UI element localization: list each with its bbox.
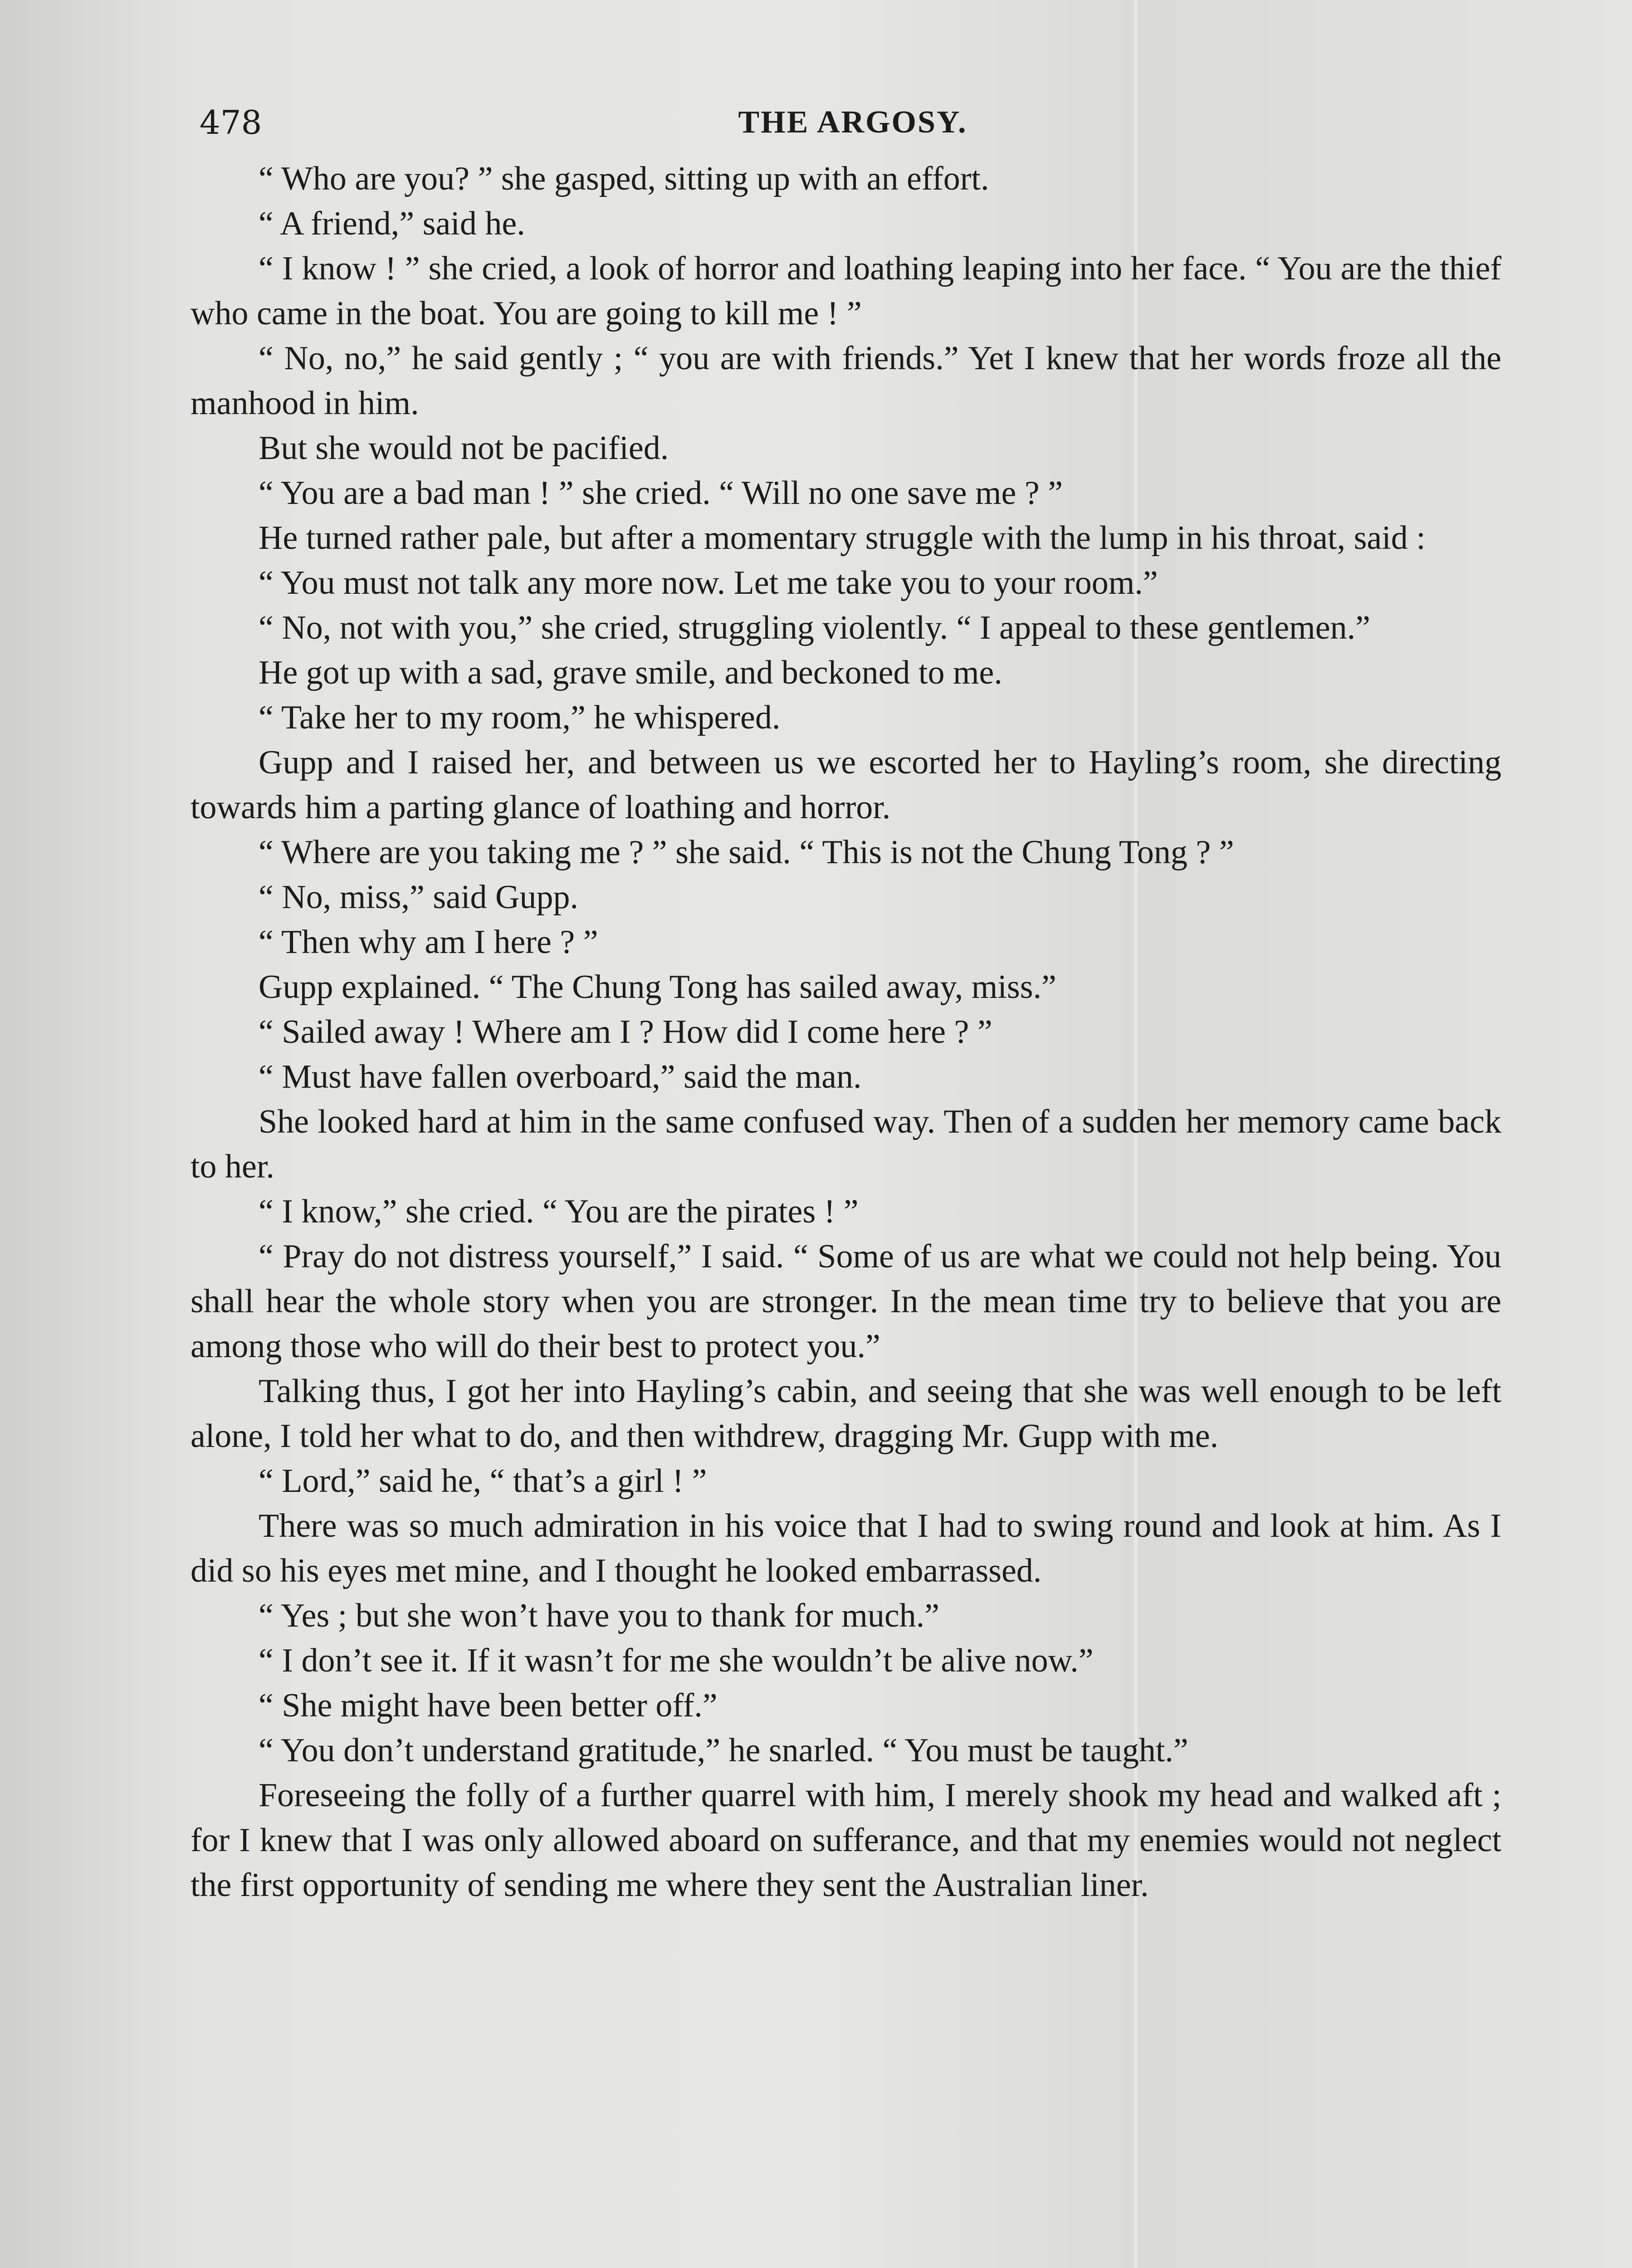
paragraph: Gupp and I raised her, and between us we escorted her to Hayling’s room, she directing towards him a parting glance of loathing and horror. [191,744,1501,826]
paragraph: Gupp explained. “ The Chung Tong has sailed away, miss.” [259,968,1056,1006]
paragraph: But she would not be pacified. [259,430,669,467]
paragraph: “ Must have fallen overboard,” said the man. [259,1058,862,1095]
paragraph: There was so much admiration in his voice that I had to swing round and look at him. As I did so his eyes met mine, and I thought he looked embarrassed. [191,1507,1501,1589]
paragraph: “ Sailed away ! Where am I ? How did I come here ? ” [259,1013,992,1051]
body-text [191,156,1501,1908]
paragraph: “ Who are you? ” she gasped, sitting up with an effort. [259,160,989,197]
page-number: 478 [200,103,262,142]
paragraph: Foreseeing the folly of a further quarrel with him, I merely shook my head and walked aft ; for I knew that I was only allowed aboard on sufferance, and that my enemies would not neglect the first opportunity of sending me where they sent the Australian liner. [191,1777,1501,1904]
paragraph: “ You must not talk any more now. Let me take you to your room.” [259,564,1158,601]
paragraph: “ I know ! ” she cried, a look of horror and loathing leaping into her face. “ You are the thief who came in the boat. You are going to kill me ! ” [191,250,1501,332]
paragraph: “ Then why am I here ? ” [259,924,598,961]
paragraph: “ No, miss,” said Gupp. [259,879,578,916]
paragraph: “ No, no,” he said gently ; “ you are with friends.” Yet I knew that her words froze all the manhood in him. [191,340,1501,422]
paragraph: “ I don’t see it. If it wasn’t for me she wouldn’t be alive now.” [259,1642,1094,1679]
paragraph: “ Where are you taking me ? ” she said. “ This is not the Chung Tong ? ” [259,834,1234,871]
paragraph: He turned rather pale, but after a momentary struggle with the lump in his throat, said : [259,519,1426,557]
paragraph: “ Pray do not distress yourself,” I said. “ Some of us are what we could not help being. You shall hear the whole story when you are stronger. In the mean time try to believe that you are among those who will do their best to protect you.” [191,1238,1501,1365]
paragraph: “ Take her to my room,” he whispered. [259,699,781,736]
paragraph: “ Lord,” said he, “ that’s a girl ! ” [259,1462,707,1500]
page-header [200,98,1506,147]
paragraph: “ I know,” she cried. “ You are the pirates ! ” [259,1193,859,1230]
paragraph: “ You don’t understand gratitude,” he snarled. “ You must be taught.” [259,1732,1188,1769]
paragraph: “ She might have been better off.” [259,1687,718,1724]
running-title: THE ARGOSY. [738,105,967,140]
paragraph: “ No, not with you,” she cried, struggling violently. “ I appeal to these gentlemen.” [259,609,1370,646]
paragraph: She looked hard at him in the same confused way. Then of a sudden her memory came back to her. [191,1103,1501,1185]
paragraph: “ Yes ; but she won’t have you to thank for much.” [259,1597,940,1634]
paragraph: “ You are a bad man ! ” she cried. “ Will no one save me ? ” [259,474,1063,512]
paragraph: He got up with a sad, grave smile, and beckoned to me. [259,654,1002,691]
paragraph: Talking thus, I got her into Hayling’s cabin, and seeing that she was well enough to be left alone, I told her what to do, and then withdrew, dragging Mr. Gupp with me. [191,1373,1501,1455]
paragraph: “ A friend,” said he. [259,205,525,242]
